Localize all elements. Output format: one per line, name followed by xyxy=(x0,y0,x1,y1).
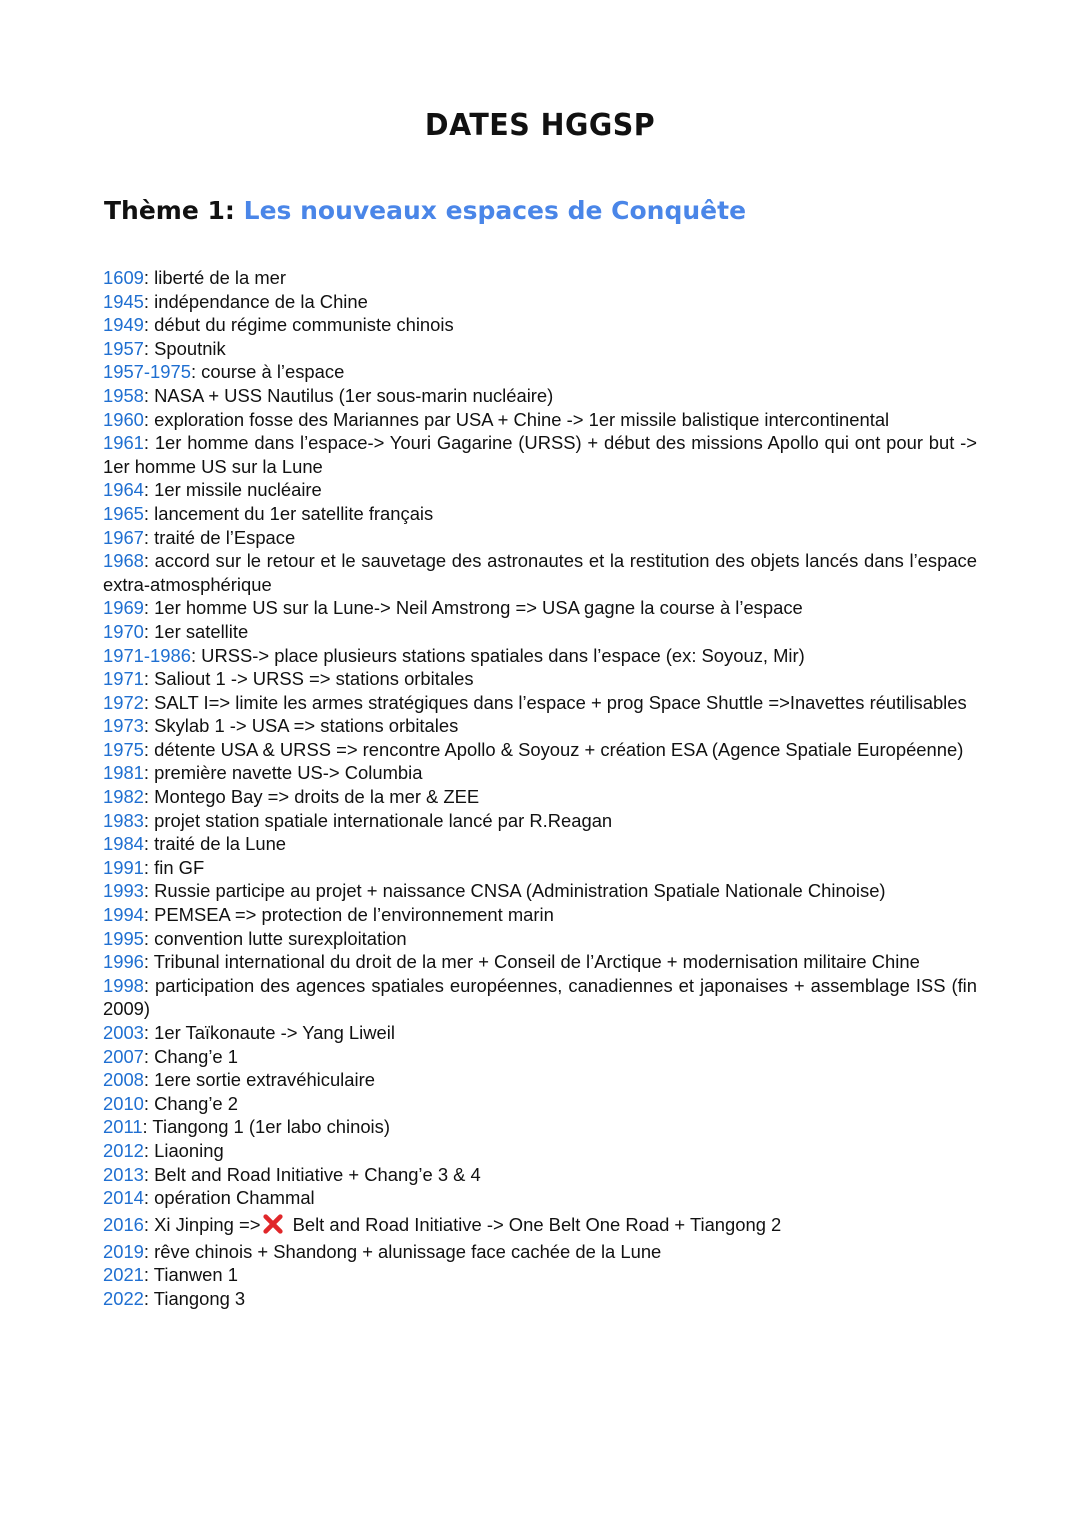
date-entry xyxy=(103,266,977,290)
entry-year: 1960 xyxy=(103,408,144,430)
entry-text: : PEMSEA => protection de l’environnement marin xyxy=(143,904,554,926)
entry-text: : opération Chammal xyxy=(143,1187,315,1209)
date-entry xyxy=(103,761,977,785)
entry-text: : traité de l’Espace xyxy=(143,526,296,548)
entry-year: 2008 xyxy=(103,1069,144,1091)
date-entry xyxy=(103,1068,977,1092)
date-entry xyxy=(103,809,977,833)
entry-text: : NASA + USS Nautilus (1er sous-marin nucléaire) xyxy=(143,384,554,406)
entry-year: 1968 xyxy=(103,550,144,572)
date-entry xyxy=(103,879,977,903)
date-entry xyxy=(103,1045,977,1069)
entry-text: : 1er Taïkonaute -> Yang Liweil xyxy=(143,1022,395,1043)
entry-year: 1996 xyxy=(103,951,144,973)
date-entry xyxy=(103,290,977,314)
entry-text: : début du régime communiste chinois xyxy=(143,314,454,336)
date-entry xyxy=(103,431,977,478)
theme-heading xyxy=(104,196,746,225)
date-entry xyxy=(103,478,977,502)
entry-year: 1971-1986 xyxy=(103,644,191,666)
entry-text: : Tiangong 3 xyxy=(143,1287,246,1309)
entry-year: 2013 xyxy=(103,1163,144,1185)
date-entry xyxy=(103,408,977,432)
date-entry xyxy=(103,974,977,1021)
entry-text: : liberté de la mer xyxy=(143,267,287,288)
date-entry xyxy=(103,950,977,974)
entry-year: 1975 xyxy=(103,738,144,760)
entry-text: : 1er homme dans l’espace-> Youri Gagarine (URSS) + début des missions Apollo qui ont pour but -> 1er homme US sur la Lune xyxy=(103,432,977,477)
entry-text: : accord sur le retour et le sauvetage des astronautes et la restitution des objets lancés dans l’espace extra-atmosphérique xyxy=(103,550,977,595)
entry-text: : participation des agences spatiales européennes, canadiennes et japonaises + assemblage ISS (fin 2009) xyxy=(103,974,977,1020)
date-entry xyxy=(103,549,977,596)
date-entry xyxy=(103,360,977,384)
date-entry xyxy=(103,903,977,927)
date-entry xyxy=(103,1021,977,1045)
date-entry xyxy=(103,832,977,856)
entry-year: 1994 xyxy=(103,904,144,926)
entry-text: : Saliout 1 -> URSS => stations orbitales xyxy=(143,668,474,690)
entry-year: 1970 xyxy=(103,620,144,642)
entry-text: : Belt and Road Initiative + Chang’e 3 & 4 xyxy=(143,1163,481,1185)
entry-text: : indépendance de la Chine xyxy=(143,290,368,312)
entry-year: 1964 xyxy=(103,479,144,501)
entry-year: 1967 xyxy=(103,526,144,548)
entry-year: 2011 xyxy=(103,1116,143,1138)
entry-text: : 1ere sortie extravéhiculaire xyxy=(143,1069,375,1091)
date-entry xyxy=(103,596,977,620)
date-entry xyxy=(103,337,977,361)
entry-year: 2003 xyxy=(103,1022,144,1043)
entry-year: 1969 xyxy=(103,597,144,619)
cross-mark-icon xyxy=(262,1213,284,1235)
page-title: DATES HGGSP xyxy=(424,108,656,143)
entry-text: : traité de la Lune xyxy=(143,833,287,855)
date-entry xyxy=(103,384,977,408)
date-entry xyxy=(103,1186,977,1210)
entry-year: 1609 xyxy=(103,267,144,288)
entry-year: 1971 xyxy=(103,668,144,690)
entry-year: 1993 xyxy=(103,880,144,902)
entry-year: 2014 xyxy=(103,1187,144,1209)
entry-year: 2012 xyxy=(103,1139,144,1161)
entry-text: : URSS-> place plusieurs stations spatiales dans l’espace (ex: Soyouz, Mir) xyxy=(190,644,805,666)
entry-year: 1991 xyxy=(103,856,144,878)
entry-year: 1958 xyxy=(103,384,144,406)
entry-text: : Chang’e 1 xyxy=(143,1045,238,1067)
date-entry xyxy=(103,714,977,738)
theme-prefix: Thème 1: xyxy=(104,196,235,225)
date-entry xyxy=(103,927,977,951)
date-entry xyxy=(103,738,977,762)
entry-year: 1945 xyxy=(103,290,144,312)
entry-text: : Tribunal international du droit de la mer + Conseil de l’Arctique + modernisation militaire Chine xyxy=(143,951,920,973)
date-entry xyxy=(103,502,977,526)
date-entry xyxy=(103,620,977,644)
entry-year: 2022 xyxy=(103,1287,144,1309)
entry-year: 1983 xyxy=(103,809,144,831)
date-entry xyxy=(103,1115,977,1139)
date-entry xyxy=(103,785,977,809)
date-entry xyxy=(103,856,977,880)
entry-text: : première navette US-> Columbia xyxy=(143,762,423,784)
date-entry xyxy=(103,1163,977,1187)
entry-text: : Spoutnik xyxy=(143,337,226,359)
entry-year: 2016 xyxy=(103,1213,144,1235)
date-entry xyxy=(103,526,977,550)
entry-text: : 1er missile nucléaire xyxy=(143,479,322,501)
entry-text: : 1er homme US sur la Lune-> Neil Amstrong => USA gagne la course à l’espace xyxy=(143,597,803,619)
date-entry xyxy=(103,1287,977,1311)
entry-year: 2019 xyxy=(103,1240,144,1262)
date-entry xyxy=(103,1139,977,1163)
date-entry xyxy=(103,1263,977,1287)
entry-year: 2021 xyxy=(103,1264,144,1286)
entry-text-after: Belt and Road Initiative -> One Belt One Road + Tiangong 2 xyxy=(287,1213,782,1235)
entry-year: 1973 xyxy=(103,715,144,737)
date-entry xyxy=(103,1210,977,1240)
entry-text: : projet station spatiale internationale lancé par R.Reagan xyxy=(143,809,613,831)
entry-text: : lancement du 1er satellite français xyxy=(143,502,434,524)
entry-text: : Russie participe au projet + naissance CNSA (Administration Spatiale Nationale Chinoise) xyxy=(143,880,886,902)
entry-year: 1972 xyxy=(103,691,144,713)
entry-year: 1981 xyxy=(103,762,144,784)
entry-text: : Tianwen 1 xyxy=(143,1264,238,1286)
entry-text: : fin GF xyxy=(143,856,205,878)
entry-year: 2010 xyxy=(103,1092,144,1114)
entry-text: : exploration fosse des Mariannes par USA + Chine -> 1er missile balistique intercontinental xyxy=(143,408,890,430)
entry-year: 1957 xyxy=(103,337,144,359)
entry-text: : rêve chinois + Shandong + alunissage face cachée de la Lune xyxy=(143,1240,662,1262)
entry-year: 2007 xyxy=(103,1045,144,1067)
entry-year: 1984 xyxy=(103,833,144,855)
date-entry xyxy=(103,644,977,668)
entry-text: : Tiangong 1 (1er labo chinois) xyxy=(142,1116,390,1138)
entry-year: 1982 xyxy=(103,786,144,808)
entry-year: 1957-1975 xyxy=(103,361,191,383)
entry-year: 1965 xyxy=(103,502,144,524)
date-entry xyxy=(103,313,977,337)
entry-text: : Xi Jinping => xyxy=(143,1213,261,1235)
entry-year: 1995 xyxy=(103,927,144,949)
theme-name: Les nouveaux espaces de Conquête xyxy=(243,196,747,225)
entry-text: : Liaoning xyxy=(143,1139,224,1161)
entry-year: 1998 xyxy=(103,974,144,996)
date-entry xyxy=(103,1240,977,1264)
entry-year: 1961 xyxy=(103,432,144,454)
entry-text: : course à l’espace xyxy=(190,361,345,383)
entry-text: : Skylab 1 -> USA => stations orbitales xyxy=(143,715,459,737)
entry-text: : 1er satellite xyxy=(143,620,249,642)
entry-text: : Chang’e 2 xyxy=(143,1092,238,1114)
date-entry xyxy=(103,1092,977,1116)
date-entry xyxy=(103,667,977,691)
entry-text: : convention lutte surexploitation xyxy=(143,927,407,949)
entry-year: 1949 xyxy=(103,314,144,336)
entry-text: : détente USA & URSS => rencontre Apollo & Soyouz + création ESA (Agence Spatiale Européenne) xyxy=(143,738,964,760)
dates-list xyxy=(103,266,977,1311)
entry-text: : SALT I=> limite les armes stratégiques dans l’espace + prog Space Shuttle =>Inavettes réutilisables xyxy=(143,691,967,713)
entry-text: : Montego Bay => droits de la mer & ZEE xyxy=(143,786,480,808)
date-entry xyxy=(103,691,977,715)
